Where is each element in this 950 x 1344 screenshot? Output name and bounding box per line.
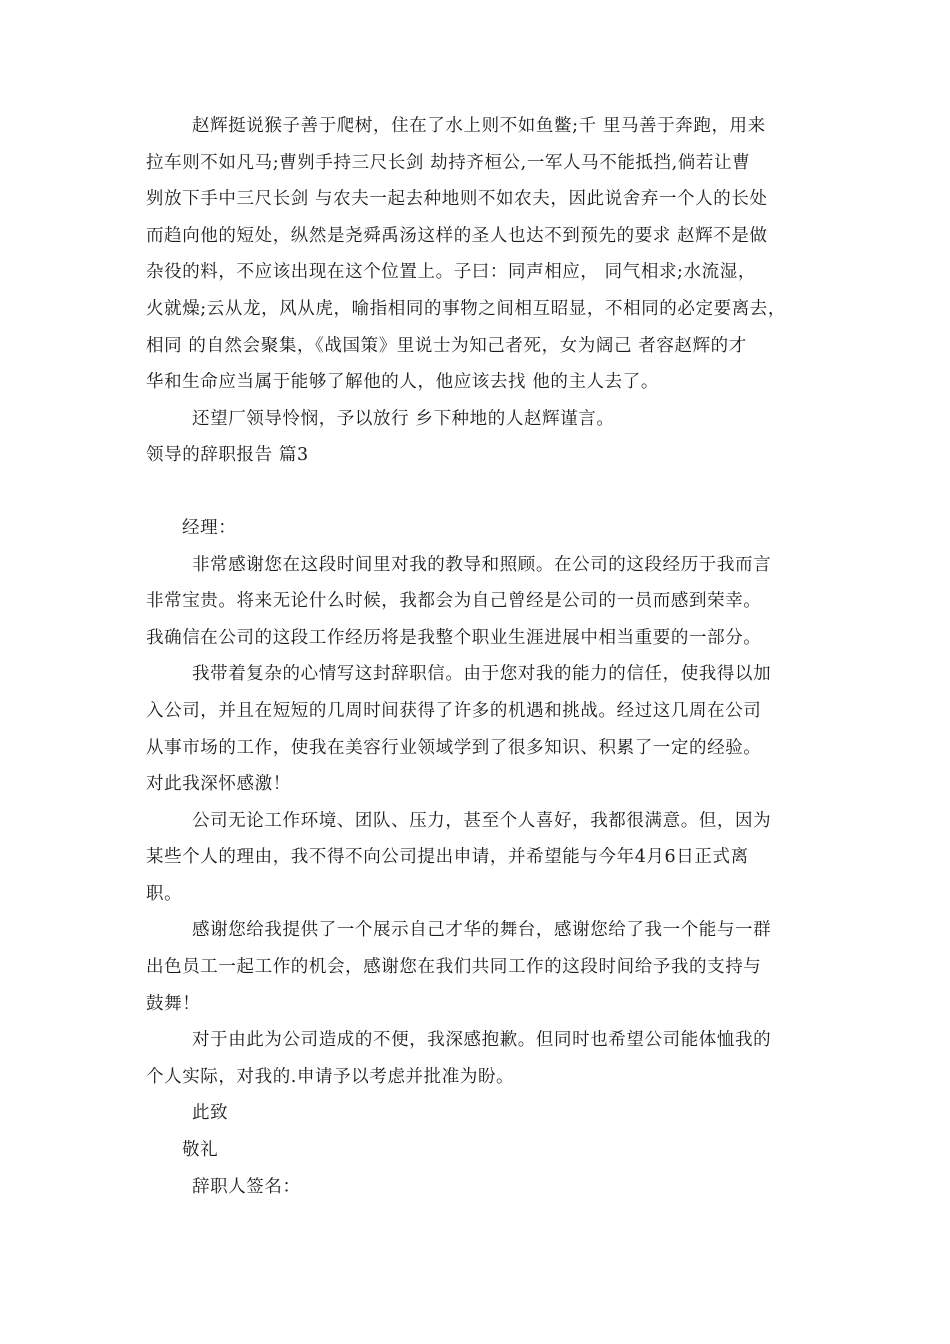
closing-cizhi: 此致	[192, 1103, 229, 1124]
letter-paragraph-2	[146, 656, 816, 802]
salutation: 经理：	[182, 517, 237, 538]
text-line: 火就燥;云从龙，风从虎，喻指相同的事物之间相互昭显，不相同的必定要离去，	[146, 298, 786, 319]
letter-paragraph-5	[146, 1022, 816, 1095]
text-line: 非常感谢您在这段时间里对我的教导和照顾。在公司的这段经历于我而言	[192, 554, 772, 575]
text-line: 对此我深怀感激！	[146, 774, 291, 795]
text-line: 华和生命应当属于能够了解他的人，他应该去找 他的主人去了。	[146, 372, 659, 393]
text-line: 我带着复杂的心情写这封辞职信。由于您对我的能力的信任，使我得以加	[192, 664, 772, 685]
text-line: 个人实际，对我的.申请予以考虑并批准为盼。	[146, 1066, 515, 1087]
document-page	[146, 108, 816, 1205]
section1-paragraph	[146, 108, 816, 401]
text-line: 刿放下手中三尺长剑 与农夫一起去种地则不如农夫，因此说舍弃一个人的长处	[146, 189, 768, 210]
letter-paragraph-1	[146, 547, 816, 657]
text-line: 我确信在公司的这段工作经历将是我整个职业生涯进展中相当重要的一部分。	[146, 627, 762, 648]
text-line: 公司无论工作环境、团队、压力，甚至个人喜好，我都很满意。但，因为	[192, 810, 772, 831]
text-line: 杂役的料，不应该出现在这个位置上。子曰：同声相应， 同气相求;水流湿，	[146, 262, 756, 283]
letter-paragraph-3	[146, 803, 816, 913]
text-line: 入公司，并且在短短的几周时间获得了许多的机遇和挑战。经过这几周在公司	[146, 700, 762, 721]
text-line: 对于由此为公司造成的不便，我深感抱歉。但同时也希望公司能体恤我的	[192, 1030, 772, 1051]
text-line: 而趋向他的短处，纵然是尧舜禹汤这样的圣人也达不到预先的要求 赵辉不是做	[146, 225, 768, 246]
text-line: 感谢您给我提供了一个展示自己才华的舞台，感谢您给了我一个能与一群	[192, 920, 772, 941]
text-line: 非常宝贵。将来无论什么时候，我都会为自己曾经是公司的一员而感到荣幸。	[146, 591, 762, 612]
section-heading: 领导的辞职报告 篇3	[146, 445, 309, 466]
text-line: 鼓舞！	[146, 993, 201, 1014]
letter-paragraph-4	[146, 912, 816, 1022]
section1-closing: 还望厂领导怜悯，予以放行 乡下种地的人赵辉谨言。	[192, 408, 615, 429]
text-line: 从事市场的工作，使我在美容行业领域学到了很多知识、积累了一定的经验。	[146, 737, 762, 758]
signature-label: 辞职人签名：	[192, 1176, 301, 1197]
text-line: 相同 的自然会聚集，《战国策》里说士为知己者死，女为阔己 者容赵辉的才	[146, 335, 747, 356]
text-line: 拉车则不如凡马;曹刿手持三尺长剑 劫持齐桓公,一军人马不能抵挡,倘若让曹	[146, 152, 751, 173]
closing-jingli: 敬礼	[182, 1140, 219, 1161]
text-line: 赵辉挺说猴子善于爬树，住在了水上则不如鱼鳖;千 里马善于奔跑，用来	[192, 116, 766, 136]
text-line: 某些个人的理由，我不得不向公司提出申请，并希望能与今年4月6日正式离	[146, 847, 749, 868]
text-line: 出色员工一起工作的机会，感谢您在我们共同工作的这段时间给予我的支持与	[146, 957, 762, 978]
text-line: 职。	[146, 883, 183, 904]
spacer	[146, 474, 816, 510]
